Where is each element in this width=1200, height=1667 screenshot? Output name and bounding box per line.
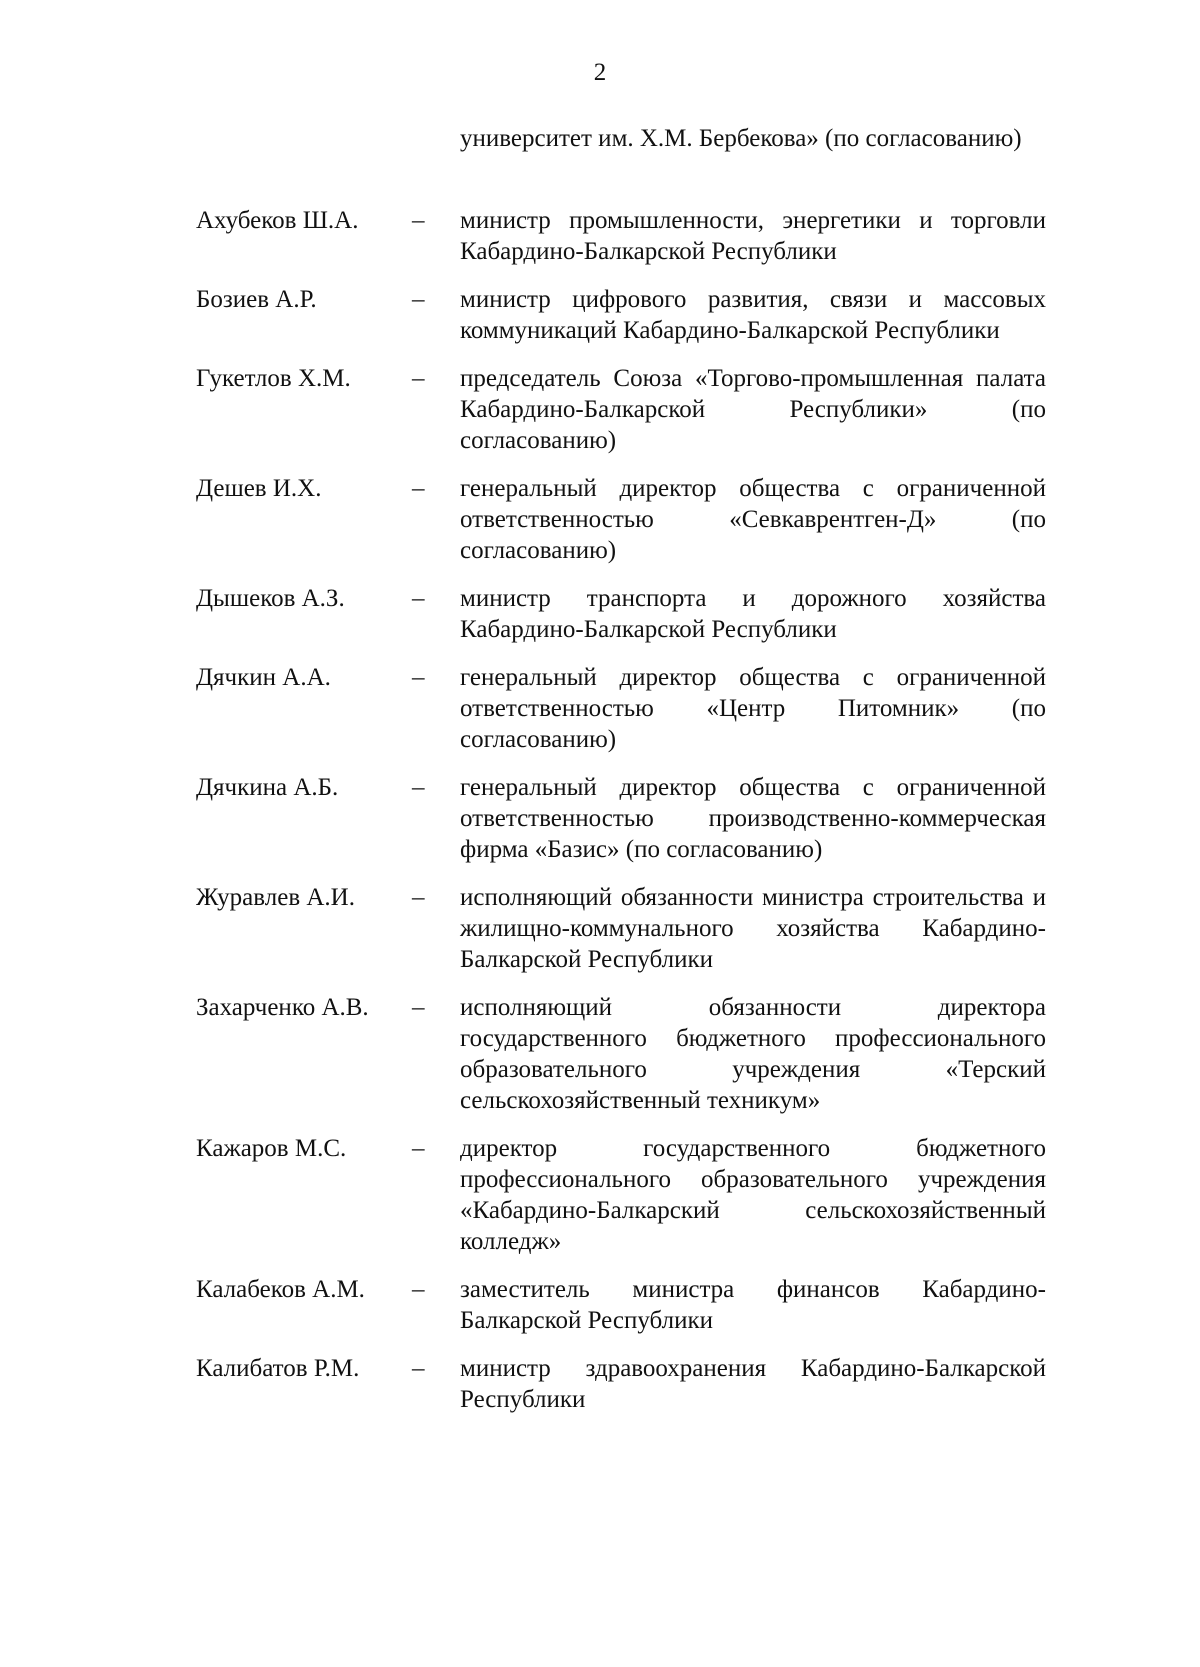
dash-separator: –	[412, 1355, 425, 1382]
member-name: Кажаров М.С.	[196, 1135, 347, 1162]
list-item	[196, 1133, 1046, 1257]
list-item	[196, 473, 1046, 566]
list-item	[196, 205, 1046, 267]
dash-separator: –	[412, 774, 425, 801]
list-item	[196, 1274, 1046, 1336]
member-name: Дячкин А.А.	[196, 664, 331, 691]
dash-separator: –	[412, 664, 425, 691]
member-name: Журавлев А.И.	[196, 884, 355, 911]
dash-separator: –	[412, 585, 425, 612]
member-position: министр цифрового развития, связи и массовых коммуникаций Кабардино-Балкарской Республики	[460, 286, 1046, 344]
list-item	[196, 284, 1046, 346]
member-position: исполняющий обязанности министра строительства и жилищно-коммунального хозяйства Кабардино-Балкарской Республики	[460, 884, 1046, 973]
dash-separator: –	[412, 994, 425, 1021]
member-position: генеральный директор общества с ограниченной ответственностью производственно-коммерческая фирма «Базис» (по согласованию)	[460, 774, 1046, 863]
dash-separator: –	[412, 1135, 425, 1162]
list-item	[196, 992, 1046, 1116]
member-position: министр транспорта и дорожного хозяйства Кабардино-Балкарской Республики	[460, 585, 1046, 643]
page-number: 2	[593, 59, 607, 86]
dash-separator: –	[412, 884, 425, 911]
continuation-text: университет им. Х.М. Бербекова» (по согласованию)	[460, 125, 1022, 152]
list-item	[196, 662, 1046, 755]
member-name: Гукетлов Х.М.	[196, 365, 351, 392]
member-position: заместитель министра финансов Кабардино-Балкарской Республики	[460, 1276, 1046, 1334]
member-name: Захарченко А.В.	[196, 994, 369, 1021]
list-item	[196, 882, 1046, 975]
member-name: Бозиев А.Р.	[196, 286, 317, 313]
dash-separator: –	[412, 365, 425, 392]
dash-separator: –	[412, 207, 425, 234]
member-position: исполняющий обязанности директора государственного бюджетного профессионального образовательного учреждения «Терский сельскохозяйственный техникум»	[460, 994, 1046, 1114]
list-item	[196, 363, 1046, 456]
member-position: генеральный директор общества с ограниченной ответственностью «Центр Питомник» (по согласованию)	[460, 664, 1046, 753]
member-position: директор государственного бюджетного профессионального образовательного учреждения «Кабардино-Балкарский сельскохозяйственный колледж»	[460, 1135, 1046, 1255]
dash-separator: –	[412, 475, 425, 502]
member-name: Калабеков А.М.	[196, 1276, 365, 1303]
list-item	[196, 772, 1046, 865]
member-position: генеральный директор общества с ограниченной ответственностью «Севкаврентген-Д» (по согласованию)	[460, 475, 1046, 564]
members-list	[196, 205, 1046, 1432]
member-name: Дышеков А.З.	[196, 585, 345, 612]
list-item	[196, 583, 1046, 645]
member-position: председатель Союза «Торгово-промышленная палата Кабардино-Балкарской Республики» (по согласованию)	[460, 365, 1046, 454]
member-name: Калибатов Р.М.	[196, 1355, 360, 1382]
list-item	[196, 1353, 1046, 1415]
member-name: Дячкина А.Б.	[196, 774, 339, 801]
member-name: Дешев И.Х.	[196, 475, 322, 502]
member-name: Ахубеков Ш.А.	[196, 207, 359, 234]
member-position: министр промышленности, энергетики и торговли Кабардино-Балкарской Республики	[460, 207, 1046, 265]
dash-separator: –	[412, 286, 425, 313]
member-position: министр здравоохранения Кабардино-Балкарской Республики	[460, 1355, 1046, 1413]
dash-separator: –	[412, 1276, 425, 1303]
